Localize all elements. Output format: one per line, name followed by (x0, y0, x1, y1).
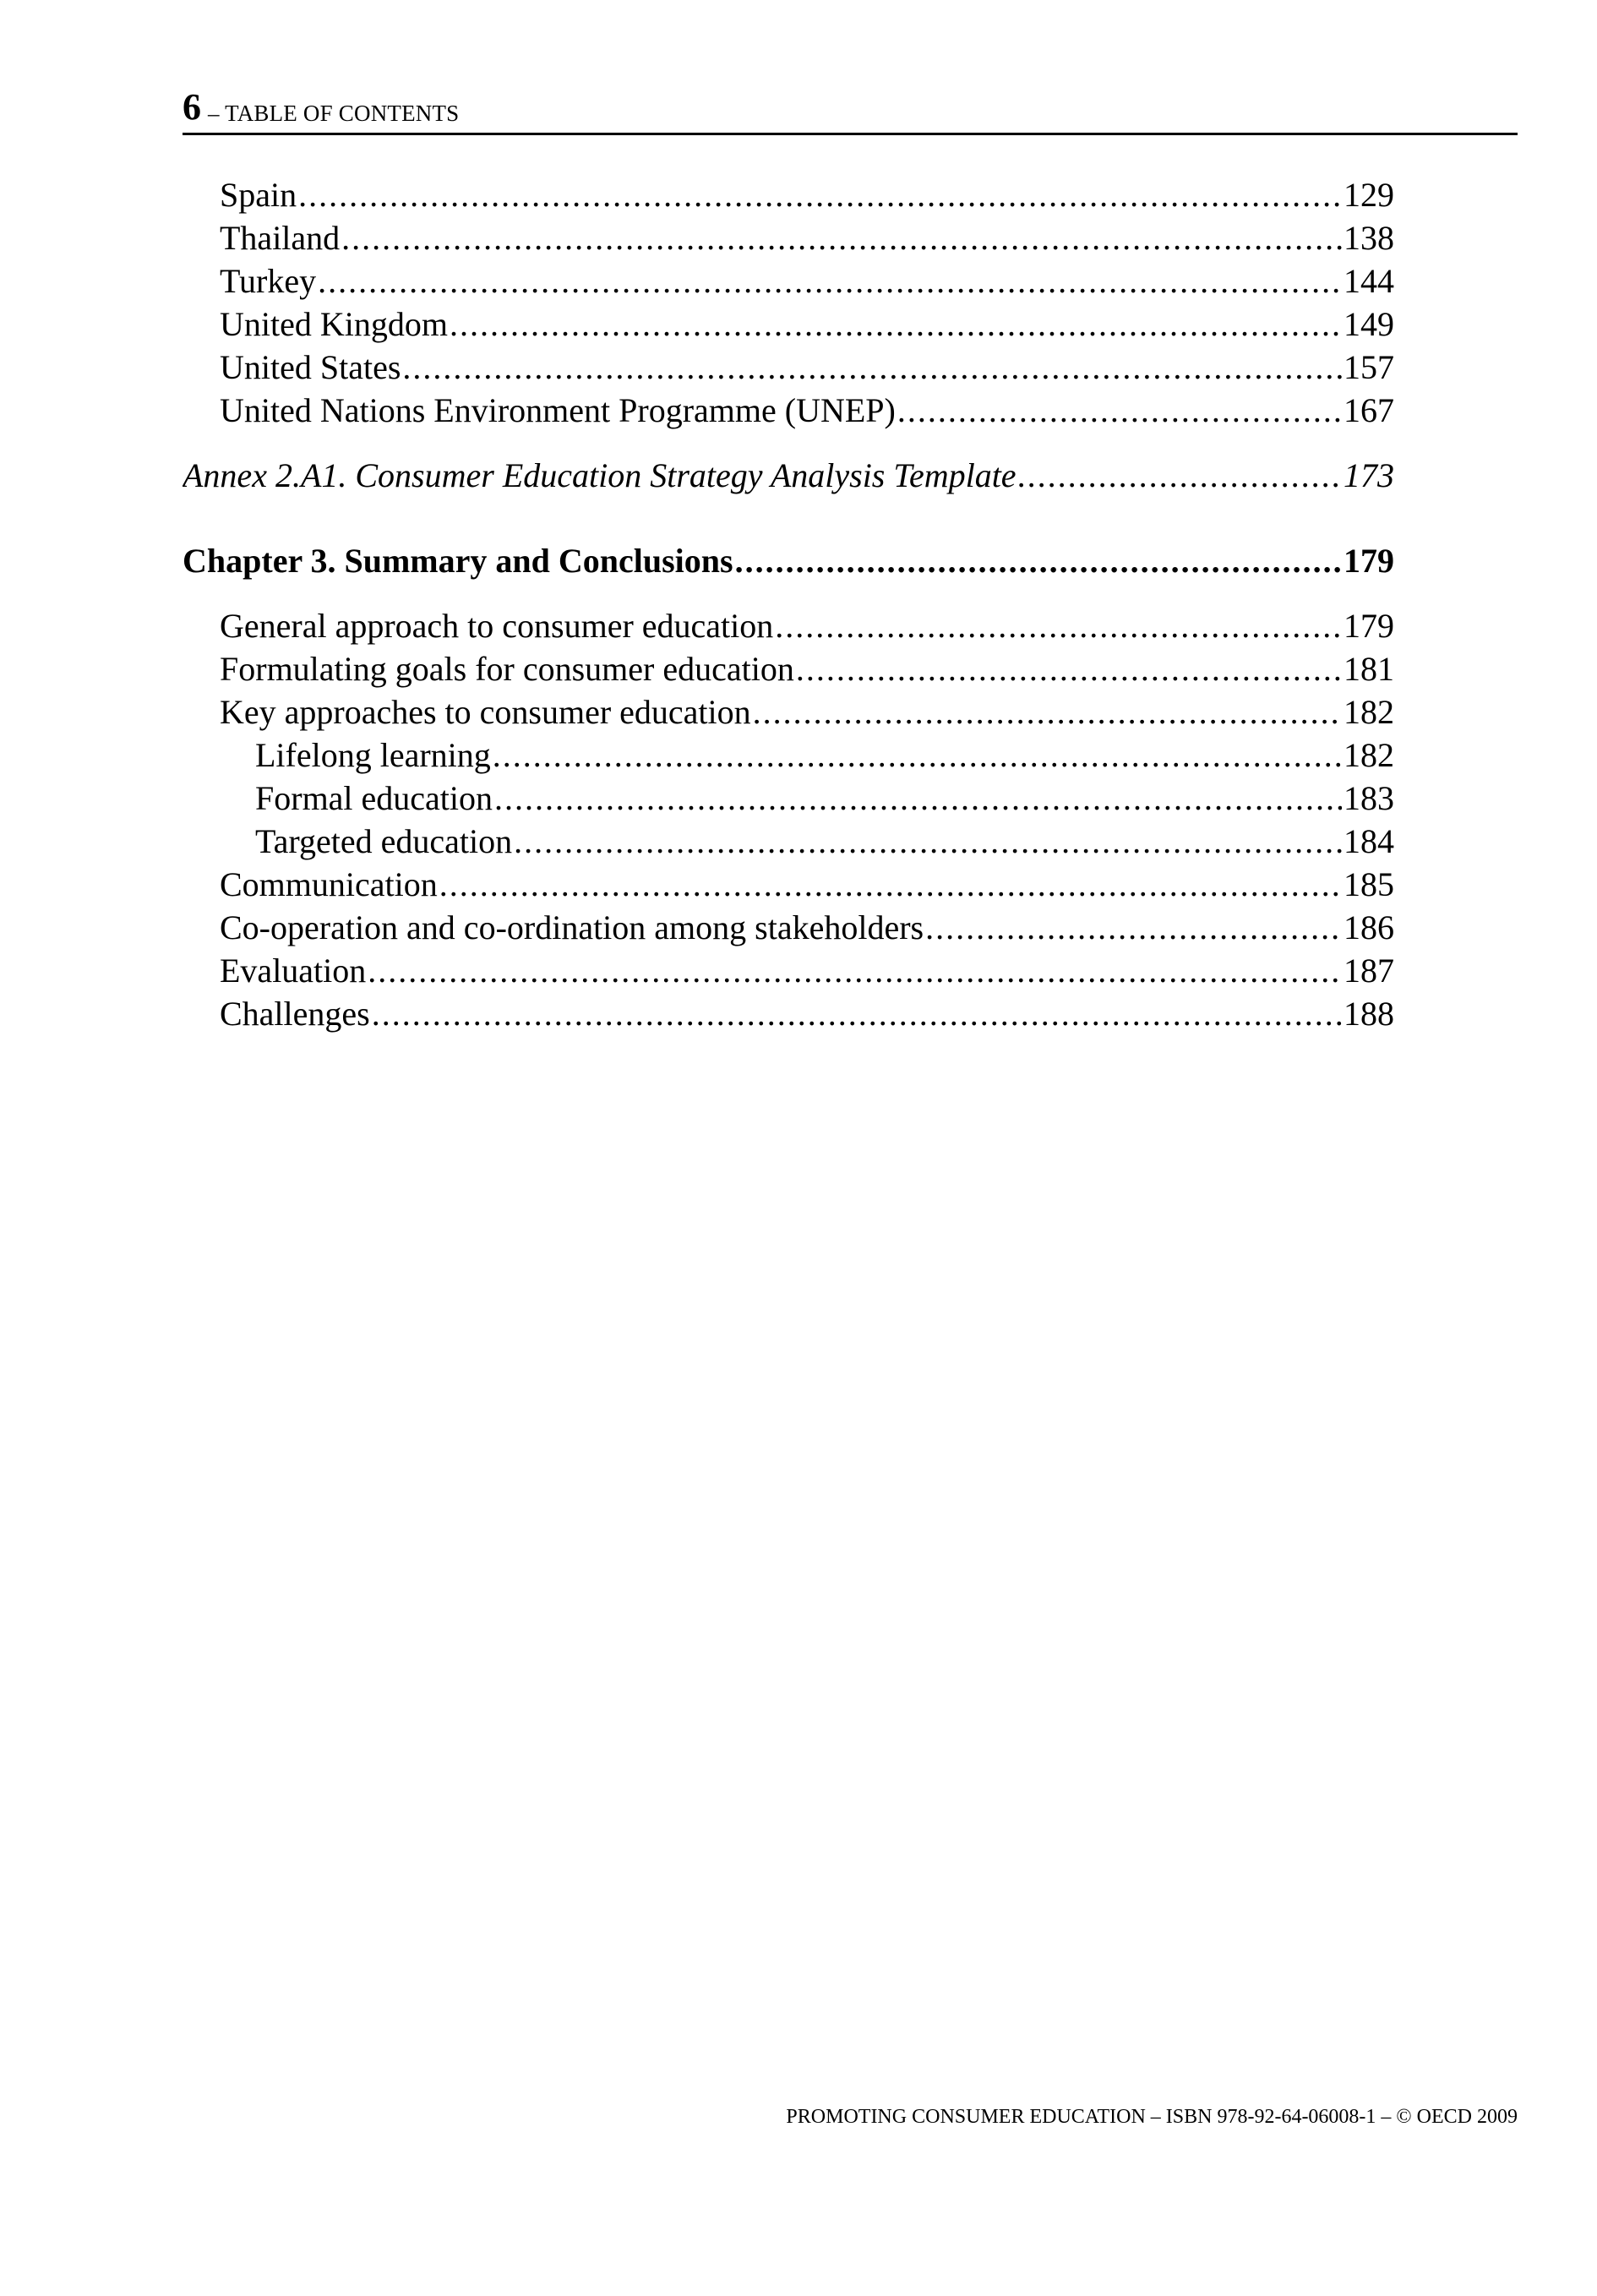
toc-entry-key-approaches[interactable] (183, 690, 1394, 734)
page-header (183, 83, 1518, 135)
dot-leader (735, 539, 1342, 582)
toc-entry-annex[interactable] (183, 454, 1394, 497)
toc-entry-turkey[interactable] (183, 259, 1394, 303)
toc-entry-united-kingdom[interactable] (183, 303, 1394, 346)
page-footer: PROMOTING CONSUMER EDUCATION – ISBN 978-92-64-06008-1 – © OECD 2009 (786, 2106, 1518, 2128)
toc-entry-page: 179 (1344, 542, 1394, 580)
toc-entry-label: Lifelong learning (255, 736, 491, 774)
toc-entry-page: 144 (1344, 262, 1394, 300)
page-number: 6 (183, 86, 201, 128)
toc-entry-page: 185 (1344, 865, 1394, 903)
dot-leader (1018, 454, 1342, 497)
toc-entry-lifelong-learning[interactable] (183, 734, 1394, 777)
dot-leader (796, 647, 1342, 690)
toc-entry-page: 179 (1344, 607, 1394, 645)
dot-leader (775, 604, 1342, 647)
dot-leader (925, 906, 1342, 949)
page-header-title: – TABLE OF CONTENTS (208, 101, 460, 126)
toc-entry-general-approach[interactable] (183, 604, 1394, 647)
dot-leader (341, 216, 1342, 259)
toc-entry-label: Annex 2.A1. Consumer Education Strategy Analysis Template (183, 456, 1017, 494)
toc-entry-page: 188 (1344, 995, 1394, 1033)
dot-leader (439, 863, 1342, 906)
dot-leader (298, 173, 1342, 216)
toc-entry-label: Formal education (255, 779, 493, 817)
dot-leader (897, 389, 1342, 432)
toc-entry-label: Key approaches to consumer education (220, 693, 751, 731)
toc-entry-page: 182 (1344, 693, 1394, 731)
toc-entry-page: 157 (1344, 348, 1394, 386)
toc-entry-label: Turkey (220, 262, 317, 300)
toc-entry-chapter-3[interactable] (183, 539, 1394, 582)
dot-leader (753, 690, 1342, 734)
toc-entry-label: Thailand (220, 219, 341, 257)
toc-entry-communication[interactable] (183, 863, 1394, 906)
toc-entry-page: 138 (1344, 219, 1394, 257)
dot-leader (372, 992, 1342, 1035)
toc-entry-label: Spain (220, 176, 297, 214)
toc-entry-page: 187 (1344, 952, 1394, 990)
toc-entry-evaluation[interactable] (183, 949, 1394, 992)
toc-entry-page: 186 (1344, 908, 1394, 946)
toc-entry-page: 173 (1344, 456, 1394, 494)
toc-entry-page: 184 (1344, 822, 1394, 860)
dot-leader (514, 820, 1342, 863)
dot-leader (318, 259, 1342, 303)
dot-leader (368, 949, 1342, 992)
toc-entry-label: Communication (220, 865, 438, 903)
toc-entry-label: Targeted education (255, 822, 513, 860)
toc-entry-label: Co-operation and co-ordination among stakeholders (220, 908, 924, 946)
table-of-contents (183, 173, 1394, 1035)
dot-leader (402, 346, 1342, 389)
toc-entry-label: United States (220, 348, 401, 386)
toc-entry-page: 129 (1344, 176, 1394, 214)
toc-entry-label: Formulating goals for consumer education (220, 650, 794, 688)
toc-entry-co-operation[interactable] (183, 906, 1394, 949)
toc-entry-page: 183 (1344, 779, 1394, 817)
toc-entry-formulating-goals[interactable] (183, 647, 1394, 690)
toc-entry-page: 149 (1344, 305, 1394, 343)
toc-entry-page: 167 (1344, 391, 1394, 429)
toc-entry-thailand[interactable] (183, 216, 1394, 259)
toc-entry-formal-education[interactable] (183, 777, 1394, 820)
toc-entry-page: 181 (1344, 650, 1394, 688)
dot-leader (494, 777, 1342, 820)
toc-entry-label: Chapter 3. Summary and Conclusions (183, 542, 733, 580)
toc-entry-label: General approach to consumer education (220, 607, 774, 645)
toc-entry-label: Challenges (220, 995, 370, 1033)
toc-entry-label: United Kingdom (220, 305, 448, 343)
toc-entry-page: 182 (1344, 736, 1394, 774)
dot-leader (493, 734, 1342, 777)
toc-entry-targeted-education[interactable] (183, 820, 1394, 863)
toc-entry-label: Evaluation (220, 952, 367, 990)
dot-leader (450, 303, 1342, 346)
toc-entry-challenges[interactable] (183, 992, 1394, 1035)
toc-entry-united-states[interactable] (183, 346, 1394, 389)
toc-entry-unep[interactable] (183, 389, 1394, 432)
toc-entry-label: United Nations Environment Programme (UNEP) (220, 391, 896, 429)
toc-entry-spain[interactable] (183, 173, 1394, 216)
